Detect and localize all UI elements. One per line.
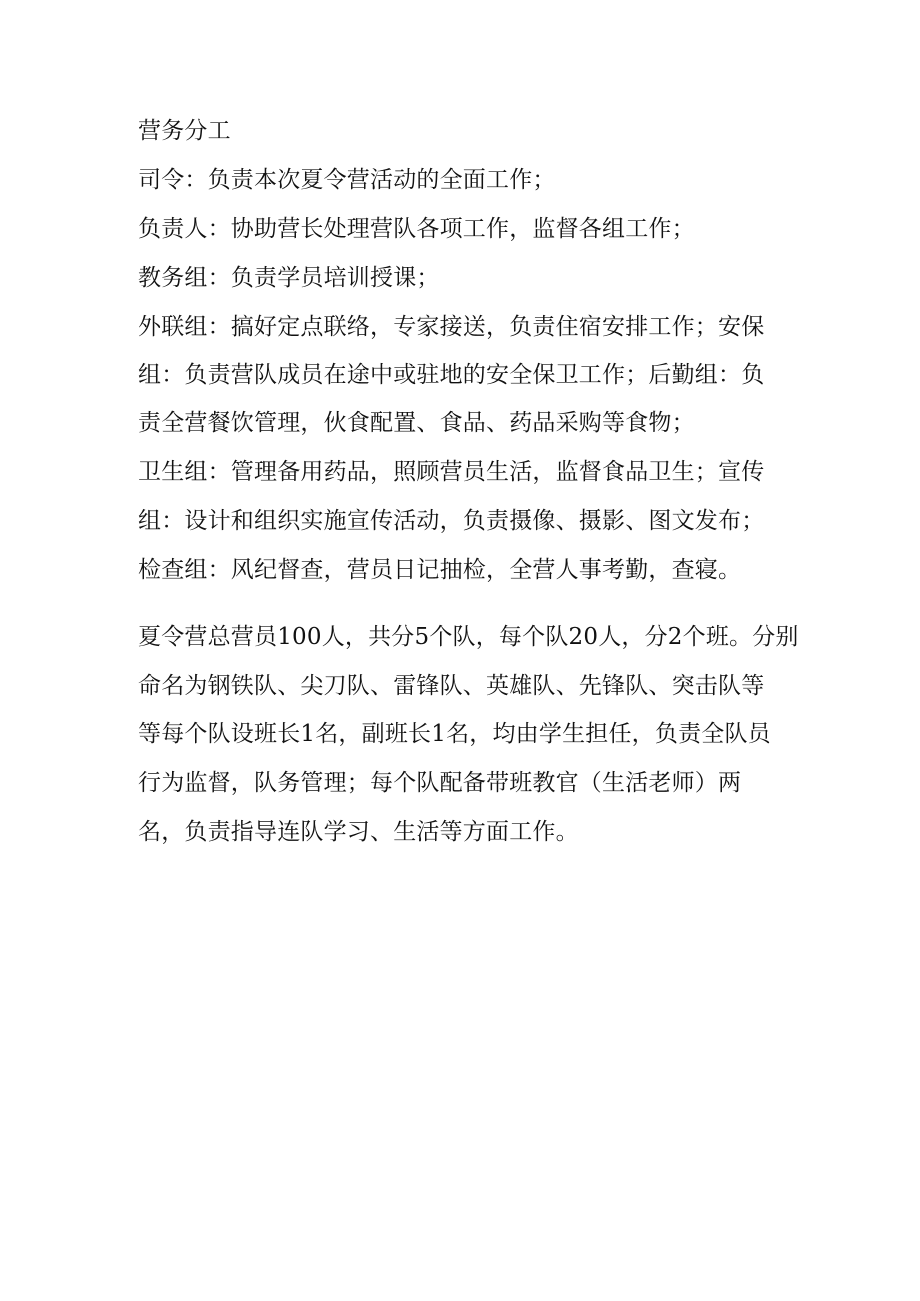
paragraph-line: 责全营餐饮管理，伙食配置、食品、药品采购等食物；	[138, 410, 695, 436]
paragraph-line: 等每个队设班长1名，副班长1名，均由学生担任，负责全队员	[138, 721, 771, 747]
paragraph-line: 名，负责指导连队学习、生活等方面工作。	[138, 819, 579, 845]
paragraph-line: 教务组：负责学员培训授课；	[138, 265, 440, 291]
paragraph-line: 司令：负责本次夏令营活动的全面工作；	[138, 167, 556, 193]
paragraph-line: 夏令营总营员100人，共分5个队，每个队20人，分2个班。分别	[138, 624, 799, 650]
paragraph-line: 组：设计和组织实施宣传活动，负责摄像、摄影、图文发布；	[138, 508, 765, 534]
paragraph-line: 负责人：协助营长处理营队各项工作，监督各组工作；	[138, 216, 695, 242]
paragraph-line: 检查组：风纪督查，营员日记抽检，全营人事考勤，查寝。	[138, 557, 742, 583]
document-title: 营务分工	[138, 118, 231, 144]
paragraph-line: 外联组：搞好定点联络，专家接送，负责住宿安排工作；安保	[138, 314, 765, 340]
paragraph-line: 组：负责营队成员在途中或驻地的安全保卫工作；后勤组：负	[138, 362, 765, 388]
paragraph-line: 卫生组：管理备用药品，照顾营员生活，监督食品卫生；宣传	[138, 459, 765, 485]
paragraph-line: 命名为钢铁队、尖刀队、雷锋队、英雄队、先锋队、突击队等	[138, 673, 765, 699]
paragraph-line: 行为监督，队务管理；每个队配备带班教官（生活老师）两	[138, 770, 742, 796]
